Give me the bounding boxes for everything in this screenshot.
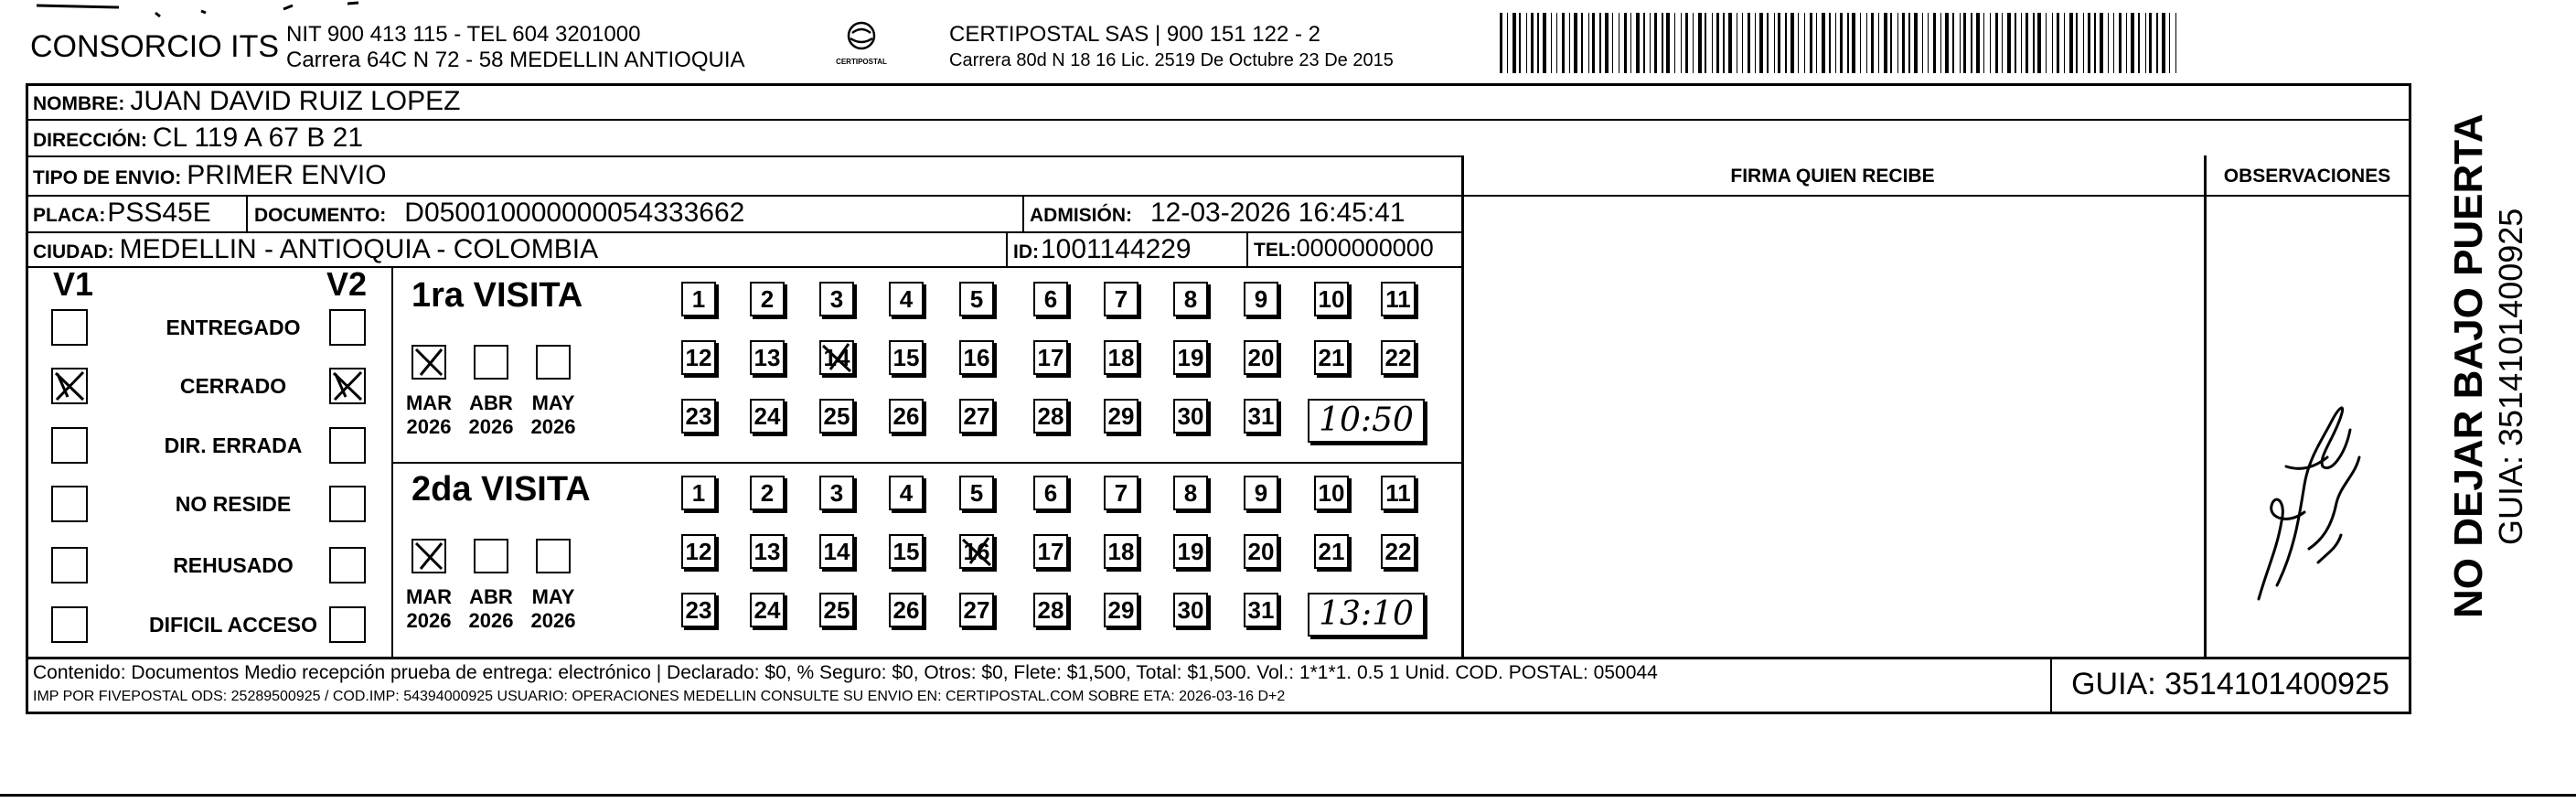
month-name: MAY <box>531 391 575 414</box>
day-box[interactable]: 4 <box>889 282 924 316</box>
company-nit: NIT 900 413 115 - TEL 604 3201000 <box>286 22 641 47</box>
day-box[interactable]: 1 <box>681 476 716 510</box>
direccion-value: CL 119 A 67 B 21 <box>152 123 364 153</box>
month-name: ABR <box>469 391 513 414</box>
day-box[interactable]: 9 <box>1244 282 1278 316</box>
day-box[interactable]: 16 <box>959 534 994 569</box>
status-label: REHUSADO <box>173 553 294 577</box>
tipo-envio-value: PRIMER ENVIO <box>187 160 387 190</box>
check-mark-icon <box>413 541 444 572</box>
status-checkbox-v1[interactable] <box>51 427 88 464</box>
day-box[interactable]: 23 <box>681 593 716 627</box>
day-box[interactable]: 25 <box>819 593 854 627</box>
stray-marks <box>18 0 384 20</box>
visit-time: 10:50 <box>1308 399 1425 443</box>
day-box[interactable]: 1 <box>681 282 716 316</box>
check-mark-icon <box>53 369 86 402</box>
status-checkbox-v1[interactable] <box>51 368 88 404</box>
status-checkbox-v2[interactable] <box>329 368 366 404</box>
status-checkbox-v2[interactable] <box>329 547 366 584</box>
tel-label: TEL: <box>1254 240 1297 261</box>
day-box[interactable]: 30 <box>1173 593 1208 627</box>
handwritten-signature <box>2231 366 2387 613</box>
status-checkbox-v2[interactable] <box>329 427 366 464</box>
id-cell <box>1013 234 1192 265</box>
certipostal-logo-icon <box>834 20 889 70</box>
day-mark-icon <box>959 534 994 577</box>
documento-cell <box>254 198 744 229</box>
day-box[interactable]: 27 <box>959 399 994 434</box>
day-box[interactable]: 12 <box>681 534 716 569</box>
month-year: 2026 <box>530 609 576 632</box>
month-checkbox[interactable] <box>536 345 571 380</box>
firma-label: FIRMA QUIEN RECIBE <box>1730 166 1935 187</box>
day-box[interactable]: 24 <box>750 593 785 627</box>
day-box[interactable]: 17 <box>1033 340 1068 375</box>
day-box[interactable]: 26 <box>889 399 924 434</box>
day-box[interactable]: 9 <box>1244 476 1278 510</box>
day-box[interactable]: 30 <box>1173 399 1208 434</box>
day-box[interactable]: 22 <box>1381 340 1416 375</box>
admision-cell <box>1030 198 1406 229</box>
day-box[interactable]: 10 <box>1314 282 1349 316</box>
month-label <box>521 391 585 439</box>
day-box[interactable]: 8 <box>1173 282 1208 316</box>
nombre-label: NOMBRE: <box>33 93 125 114</box>
month-label <box>459 391 523 439</box>
no-dejar-bajo-puerta: NO DEJAR BAJO PUERTA <box>2446 113 2491 618</box>
observaciones-label: OBSERVACIONES <box>2223 166 2391 187</box>
certipostal-block <box>949 22 1394 73</box>
direccion-row <box>33 123 363 154</box>
day-box[interactable]: 27 <box>959 593 994 627</box>
day-box[interactable]: 14 <box>819 534 854 569</box>
month-checkbox[interactable] <box>536 539 571 573</box>
placa-label: PLACA: <box>33 205 106 226</box>
day-box[interactable]: 6 <box>1033 282 1068 316</box>
day-box[interactable]: 8 <box>1173 476 1208 510</box>
admision-label: ADMISIÓN: <box>1030 205 1132 226</box>
day-box[interactable]: 28 <box>1033 399 1068 434</box>
status-label: DIFICIL ACCESO <box>148 613 317 637</box>
barcode-icon <box>1500 13 2182 75</box>
day-box[interactable]: 3 <box>819 282 854 316</box>
certipostal-license: Carrera 80d N 18 16 Lic. 2519 De Octubre 23 De 2015 <box>949 50 1394 70</box>
day-box[interactable]: 26 <box>889 593 924 627</box>
nombre-row <box>33 86 461 117</box>
day-box[interactable]: 3 <box>819 476 854 510</box>
month-checkbox[interactable] <box>412 539 446 573</box>
day-box[interactable]: 11 <box>1381 476 1416 510</box>
day-box[interactable]: 21 <box>1314 534 1349 569</box>
admision-value: 12-03-2026 16:45:41 <box>1150 198 1406 228</box>
status-checkbox-v2[interactable] <box>329 309 366 346</box>
month-name: MAR <box>405 585 453 608</box>
month-year: 2026 <box>468 415 514 438</box>
check-mark-icon <box>331 369 364 402</box>
logo-text: CERTIPOSTAL <box>836 58 887 66</box>
documento-label: DOCUMENTO: <box>254 205 387 226</box>
placa-row <box>33 198 211 229</box>
day-box[interactable]: 29 <box>1104 593 1138 627</box>
day-box[interactable]: 24 <box>750 399 785 434</box>
day-box[interactable]: 25 <box>819 399 854 434</box>
tipo-envio-row <box>33 160 387 191</box>
day-box[interactable]: 5 <box>959 282 994 316</box>
status-checkbox-v1[interactable] <box>51 547 88 584</box>
tel-value: 0000000000 <box>1296 234 1434 262</box>
month-year: 2026 <box>530 415 576 438</box>
day-box[interactable]: 31 <box>1244 593 1278 627</box>
contenido-text: Contenido: Documentos Medio recepción prueba de entrega: electrónico | Declarado: $0, % Seguro: $0, Otros: $0, Flete: $1,500, Total: $1,500. Vol.: 1*1*1. 0.5 1 Unid. COD. POSTAL: 050044 <box>33 662 1658 683</box>
placa-value: PSS45E <box>107 198 211 228</box>
status-label: NO RESIDE <box>175 492 292 516</box>
day-box[interactable]: 20 <box>1244 534 1278 569</box>
month-checkbox[interactable] <box>474 345 508 380</box>
day-box[interactable]: 19 <box>1173 340 1208 375</box>
visit-title: 2da VISITA <box>412 470 591 509</box>
visit-time: 13:10 <box>1308 593 1425 637</box>
documento-value: D050010000000054333662 <box>404 198 745 228</box>
month-label <box>521 585 585 633</box>
day-box[interactable]: 14 <box>819 340 854 375</box>
tel-cell <box>1254 234 1434 262</box>
month-checkbox[interactable] <box>412 345 446 380</box>
day-box[interactable]: 15 <box>889 340 924 375</box>
day-box[interactable]: 18 <box>1104 534 1138 569</box>
status-label: DIR. ERRADA <box>164 434 303 457</box>
ciudad-row <box>33 234 598 265</box>
day-box[interactable]: 5 <box>959 476 994 510</box>
company-address: Carrera 64C N 72 - 58 MEDELLIN ANTIOQUIA <box>286 48 745 72</box>
day-box[interactable]: 2 <box>750 476 785 510</box>
nombre-value: JUAN DAVID RUIZ LOPEZ <box>130 86 461 116</box>
month-year: 2026 <box>468 609 514 632</box>
footer-guia: GUIA: 3514101400925 <box>2071 667 2389 701</box>
imp-text: IMP POR FIVEPOSTAL ODS: 25289500925 / COD.IMP: 54394000925 USUARIO: OPERACIONES MEDELLIN CONSULTE SU ENVIO EN: CERTIPOSTAL.COM SOBRE ETA: 2026-03-16 D+2 <box>33 689 1286 704</box>
status-checkbox-v1[interactable] <box>51 486 88 522</box>
status-checkbox-v1[interactable] <box>51 309 88 346</box>
visit-title: 1ra VISITA <box>412 276 583 315</box>
v1-header: V1 <box>53 265 94 303</box>
day-box[interactable]: 6 <box>1033 476 1068 510</box>
month-name: MAY <box>531 585 575 608</box>
status-label: ENTREGADO <box>166 316 301 339</box>
day-box[interactable]: 7 <box>1104 476 1138 510</box>
day-box[interactable]: 10 <box>1314 476 1349 510</box>
day-box[interactable]: 20 <box>1244 340 1278 375</box>
day-mark-icon <box>819 340 854 383</box>
month-label <box>459 585 523 633</box>
day-box[interactable]: 13 <box>750 340 785 375</box>
company-name: CONSORCIO ITS <box>30 29 280 64</box>
month-year: 2026 <box>406 609 452 632</box>
month-name: ABR <box>469 585 513 608</box>
month-year: 2026 <box>406 415 452 438</box>
day-box[interactable]: 22 <box>1381 534 1416 569</box>
month-label <box>397 391 461 439</box>
day-box[interactable]: 16 <box>959 340 994 375</box>
v2-header: V2 <box>326 265 368 303</box>
day-box[interactable]: 28 <box>1033 593 1068 627</box>
company-nit-block <box>286 22 745 73</box>
tipo-envio-label: TIPO DE ENVIO: <box>33 167 182 188</box>
day-box[interactable]: 15 <box>889 534 924 569</box>
check-mark-icon <box>413 347 444 378</box>
direccion-label: DIRECCIÓN: <box>33 130 147 151</box>
status-checkbox-v1[interactable] <box>51 606 88 643</box>
id-value: 1001144229 <box>1041 234 1192 264</box>
day-box[interactable]: 4 <box>889 476 924 510</box>
day-box[interactable]: 31 <box>1244 399 1278 434</box>
side-guia: GUIA: 3514101400925 <box>2492 208 2529 545</box>
id-label: ID: <box>1013 241 1039 262</box>
day-box[interactable]: 12 <box>681 340 716 375</box>
month-checkbox[interactable] <box>474 539 508 573</box>
month-label <box>397 585 461 633</box>
day-box[interactable]: 18 <box>1104 340 1138 375</box>
ciudad-label: CIUDAD: <box>33 241 114 262</box>
ciudad-value: MEDELLIN - ANTIOQUIA - COLOMBIA <box>119 234 599 264</box>
day-box[interactable]: 2 <box>750 282 785 316</box>
day-box[interactable]: 11 <box>1381 282 1416 316</box>
day-box[interactable]: 19 <box>1173 534 1208 569</box>
day-box[interactable]: 29 <box>1104 399 1138 434</box>
month-name: MAR <box>405 391 453 414</box>
certipostal-nit: CERTIPOSTAL SAS | 900 151 122 - 2 <box>949 22 1320 47</box>
status-checkbox-v2[interactable] <box>329 606 366 643</box>
status-checkbox-v2[interactable] <box>329 486 366 522</box>
day-box[interactable]: 13 <box>750 534 785 569</box>
day-box[interactable]: 17 <box>1033 534 1068 569</box>
day-box[interactable]: 21 <box>1314 340 1349 375</box>
day-box[interactable]: 23 <box>681 399 716 434</box>
status-label: CERRADO <box>179 374 287 398</box>
bottom-rule <box>0 794 2576 797</box>
day-box[interactable]: 7 <box>1104 282 1138 316</box>
